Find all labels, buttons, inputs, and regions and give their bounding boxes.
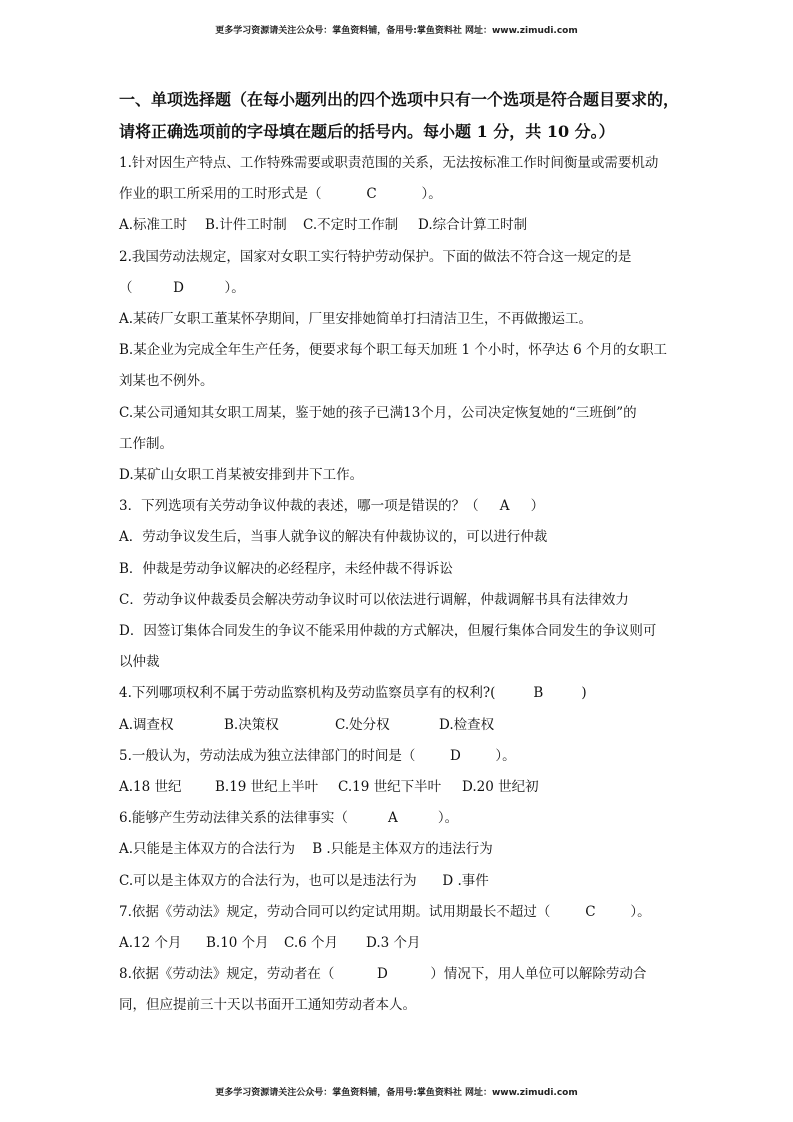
q8-answer: D [376, 966, 388, 983]
q4-option-d: D.检查权 [439, 716, 495, 733]
q4-option-a: A.调查权 [119, 716, 174, 733]
q4-stem [119, 678, 679, 709]
q5-option-a: A.18 世纪 [119, 779, 182, 796]
q1-options [119, 210, 679, 241]
q6-options-line-2: C.可以是主体双方的合法行为，也可以是违法行为 D .事件 [119, 872, 489, 889]
q3-stem-end: ） [530, 498, 545, 515]
q6-answer: A [388, 810, 398, 827]
q2-option-d: D.某矿山女职工肖某被安排到井下工作。 [119, 467, 364, 484]
q4-options [119, 710, 679, 741]
q3-option-a: A．劳动争议发生后，当事人就争议的解决有仲裁协议的，可以进行仲裁 [119, 529, 548, 546]
section-title-line-2: 请将正确选项前的字母填在题后的括号内。每小题 1 分，共 10 分。） [119, 122, 615, 141]
q2-stem-end: ）。 [224, 279, 245, 296]
q2-option-c-line-2: 工作制。 [119, 435, 173, 452]
q5-stem-text: 5.一般认为，劳动法成为独立法律部门的时间是（ [119, 747, 416, 764]
q3-answer: A [499, 498, 510, 515]
q5-option-d: D.20 世纪初 [462, 779, 539, 796]
q4-option-b: B.决策权 [224, 716, 279, 733]
q1-option-b: B.计件工时制 [205, 217, 287, 234]
q2-answer: D [173, 279, 184, 296]
q3-option-d-line-2: 以仲裁 [119, 654, 160, 671]
q4-answer: B [533, 685, 544, 702]
q1-option-a: A.标准工时 [119, 217, 188, 234]
q7-answer: C [585, 903, 596, 920]
q2-option-b-line-2: 刘某也不例外。 [119, 373, 214, 390]
q1-stem-end: ）。 [421, 186, 442, 203]
q6-stem-end: ）。 [437, 810, 459, 827]
q3-stem [119, 491, 679, 522]
q4-stem-end: ) [581, 685, 587, 702]
section-title-line-1: 一、单项选择题（在每小题列出的四个选项中只有一个选项是符合题目要求的， [119, 90, 680, 109]
q7-option-a: A.12 个月 [119, 935, 182, 952]
q5-stem-end: ）。 [495, 747, 516, 764]
q2-stem-line-1: 2.我国劳动法规定，国家对女职工实行特护劳动保护。下面的做法不符合这一规定的是 [119, 248, 632, 265]
q2-stem-line-2 [119, 273, 679, 304]
q8-stem-text: 8.依据《劳动法》规定，劳动者在（ [119, 966, 335, 983]
q1-stem-line-2 [119, 179, 679, 210]
q3-option-d-line-1: D．因签订集体合同发生的争议不能采用仲裁的方式解决，但履行集体合同发生的争议则可 [119, 623, 657, 640]
q1-answer: C [366, 186, 377, 203]
q1-stem-line-1: 1.针对因生产特点、工作特殊需要或职责范围的关系，无法按标准工作时间衡量或需要机动 [119, 155, 659, 171]
q7-stem-end: ）。 [630, 903, 651, 920]
q5-options [119, 772, 679, 803]
q3-option-b: B．仲裁是劳动争议解决的必经程序，未经仲裁不得诉讼 [119, 560, 453, 577]
q3-option-c: C．劳动争议仲裁委员会解决劳动争议时可以依法进行调解，仲裁调解书具有法律效力 [119, 591, 629, 608]
q4-stem-text: 4.下列哪项权利不属于劳动监察机构及劳动监察员享有的权利?( [119, 685, 496, 702]
q6-options-line-1: A.只能是主体双方的合法行为 B .只能是主体双方的违法行为 [119, 841, 493, 858]
q4-option-c: C.处分权 [335, 716, 390, 733]
q2-stem-text: （ [119, 279, 133, 296]
q2-option-b-line-1: B.某企业为完成全年生产任务，便要求每个职工每天加班 1 个小时，怀孕达 6 个月的女职工 [119, 342, 668, 359]
q3-stem-text: 3．下列选项有关劳动争议仲裁的表述，哪一项是错误的？（ [119, 498, 479, 515]
q7-stem [119, 897, 679, 928]
q1-stem-text: 作业的职工所采用的工时形式是（ [119, 186, 322, 203]
q5-option-b: B.19 世纪上半叶 [215, 779, 319, 796]
q6-stem [119, 803, 679, 834]
q7-option-b: B.10 个月 [206, 935, 269, 952]
q7-option-d: D.3 个月 [366, 935, 421, 952]
q7-stem-text: 7.依据《劳动法》规定，劳动合同可以约定试用期。试用期最长不超过（ [119, 903, 551, 920]
q5-option-c: C.19 世纪下半叶 [338, 779, 442, 796]
q8-stem-line-1 [119, 959, 679, 990]
q6-stem-text: 6.能够产生劳动法律关系的法律事实（ [119, 810, 348, 827]
q8-stem-end: ）情况下，用人单位可以解除劳动合 [430, 966, 647, 983]
question-list [119, 84, 679, 1022]
page-header: 更多学习资源请关注公众号：掌鱼资料铺，备用号:掌鱼资料社 网址：www.zimudi.com [215, 26, 578, 36]
q8-stem-line-2: 同，但应提前三十天以书面开工通知劳动者本人。 [119, 997, 416, 1014]
q1-option-d: D.综合计算工时制 [418, 217, 528, 234]
q5-answer: D [449, 747, 461, 764]
page-footer: 更多学习资源请关注公众号：掌鱼资料铺，备用号:掌鱼资料社 网址：www.zimudi.com [215, 1088, 578, 1098]
q7-options [119, 928, 679, 959]
q1-option-c: C.不定时工作制 [303, 217, 399, 234]
q2-option-a: A.某砖厂女职工董某怀孕期间，厂里安排她简单打扫清洁卫生，不再做搬运工。 [119, 311, 593, 328]
q5-stem [119, 741, 679, 772]
q7-option-c: C.6 个月 [284, 935, 339, 952]
q2-option-c-line-1: C.某公司通知其女职工周某，鉴于她的孩子已满13个月，公司决定恢复她的“三班倒”的 [119, 404, 637, 421]
